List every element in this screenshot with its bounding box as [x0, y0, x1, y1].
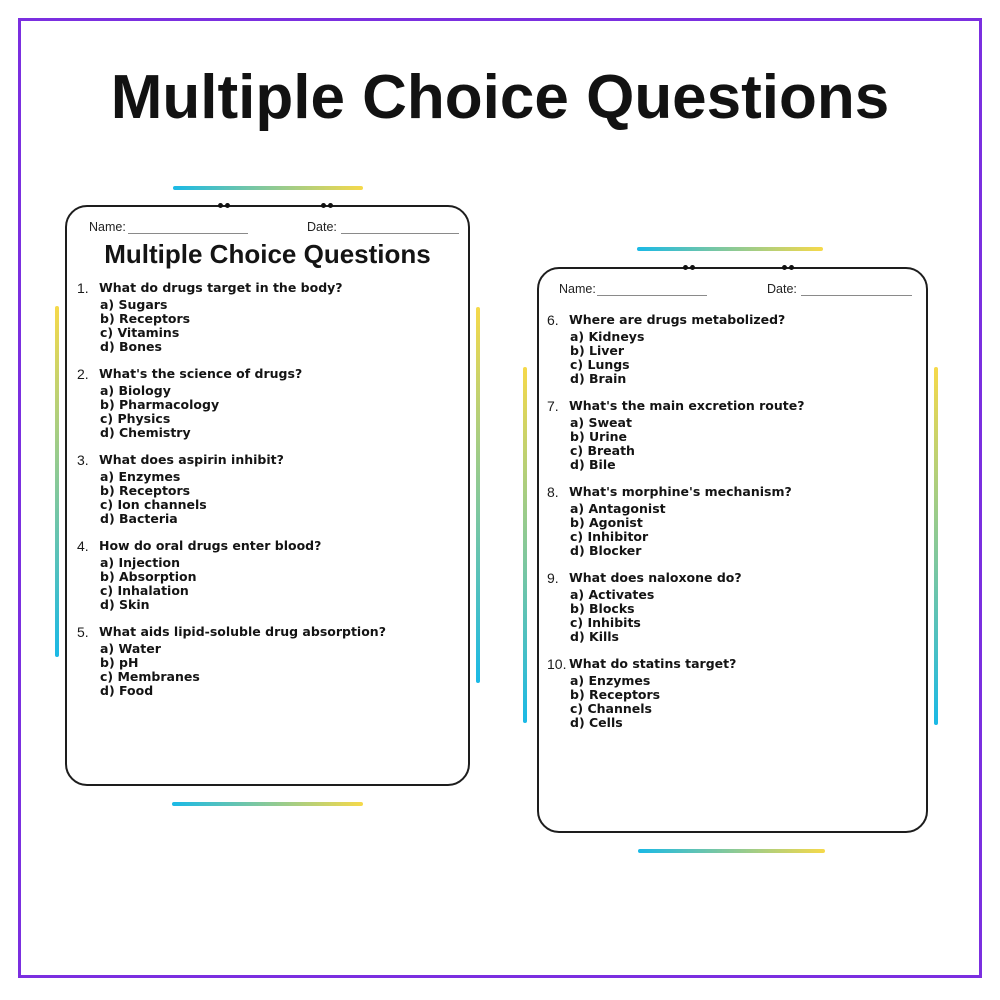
option-item: c) Inhibits	[570, 615, 641, 630]
option-item: c) Lungs	[570, 357, 630, 372]
question-block	[547, 312, 917, 386]
binder-dots-icon	[321, 203, 333, 208]
dot-icon	[225, 203, 230, 208]
question-text: What's the main excretion route?	[569, 398, 805, 413]
option-item: b) Receptors	[100, 311, 191, 326]
gradient-line-top-right-sheet	[637, 247, 823, 251]
option-item: c) Physics	[100, 411, 171, 426]
question-block	[77, 366, 457, 440]
gradient-line-left-of-left-sheet	[55, 306, 59, 657]
name-field-line[interactable]	[128, 220, 248, 234]
option-item: a) Biology	[100, 383, 171, 398]
question-number: 10.	[547, 656, 567, 672]
date-label: Date:	[307, 220, 337, 234]
name-label: Name:	[89, 220, 126, 234]
gradient-line-right-of-left-sheet	[476, 307, 480, 683]
question-line	[547, 312, 917, 328]
question-text: What do statins target?	[569, 656, 737, 671]
dot-icon	[782, 265, 787, 270]
question-block	[77, 538, 457, 612]
question-line	[547, 656, 917, 672]
option-item: c) Inhibitor	[570, 529, 649, 544]
gradient-line-top-left-sheet	[173, 186, 363, 190]
gradient-line-bottom-left-sheet	[172, 802, 363, 806]
question-line	[77, 624, 457, 640]
question-line	[547, 398, 917, 414]
worksheet-page-2	[537, 267, 928, 833]
option-item: c) Breath	[570, 443, 635, 458]
question-list	[547, 312, 917, 742]
binder-dots-icon	[782, 265, 794, 270]
worksheet-heading: Multiple Choice Questions	[104, 239, 431, 269]
question-block	[77, 624, 457, 698]
option-item: c) Channels	[570, 701, 652, 716]
question-number: 6.	[547, 312, 559, 328]
question-block	[547, 570, 917, 644]
question-line	[547, 570, 917, 586]
option-item: b) Agonist	[570, 515, 643, 530]
option-item: d) Chemistry	[100, 425, 191, 440]
dot-icon	[690, 265, 695, 270]
option-item: a) Activates	[570, 587, 655, 602]
name-label: Name:	[559, 282, 596, 296]
question-line	[77, 366, 457, 382]
option-item: c) Membranes	[100, 669, 200, 684]
option-item: a) Kidneys	[570, 329, 645, 344]
dot-icon	[321, 203, 326, 208]
option-item: d) Brain	[570, 371, 627, 386]
option-item: a) Sugars	[100, 297, 168, 312]
dot-icon	[328, 203, 333, 208]
question-number: 4.	[77, 538, 89, 554]
dot-icon	[218, 203, 223, 208]
question-line	[77, 452, 457, 468]
date-label: Date:	[767, 282, 797, 296]
worksheet-page-1	[65, 205, 470, 786]
question-line	[547, 484, 917, 500]
dot-icon	[683, 265, 688, 270]
name-field-line[interactable]	[597, 282, 707, 296]
option-item: a) Injection	[100, 555, 180, 570]
binder-dots-icon	[683, 265, 695, 270]
option-item: b) pH	[100, 655, 139, 670]
name-date-row	[539, 282, 926, 302]
question-list	[77, 280, 457, 710]
option-item: b) Liver	[570, 343, 625, 358]
option-item: d) Bacteria	[100, 511, 178, 526]
option-item: a) Enzymes	[570, 673, 651, 688]
option-item: d) Food	[100, 683, 154, 698]
question-number: 5.	[77, 624, 89, 640]
question-number: 3.	[77, 452, 89, 468]
question-text: Where are drugs metabolized?	[569, 312, 786, 327]
question-number: 8.	[547, 484, 559, 500]
page-title: Multiple Choice Questions	[110, 63, 890, 132]
question-text: What aids lipid-soluble drug absorption?	[99, 624, 386, 639]
question-text: What does aspirin inhibit?	[99, 452, 284, 467]
question-block	[547, 656, 917, 730]
question-block	[77, 280, 457, 354]
option-item: b) Receptors	[100, 483, 191, 498]
question-text: What does naloxone do?	[569, 570, 742, 585]
option-item: b) Urine	[570, 429, 627, 444]
dot-icon	[789, 265, 794, 270]
option-item: c) Vitamins	[100, 325, 180, 340]
option-item: c) Inhalation	[100, 583, 189, 598]
question-block	[547, 398, 917, 472]
question-block	[77, 452, 457, 526]
option-item: a) Antagonist	[570, 501, 666, 516]
option-item: c) Ion channels	[100, 497, 207, 512]
question-number: 1.	[77, 280, 89, 296]
option-item: d) Kills	[570, 629, 619, 644]
gradient-line-bottom-right-sheet	[638, 849, 825, 853]
question-text: What's the science of drugs?	[99, 366, 303, 381]
binder-dots-icon	[218, 203, 230, 208]
question-number: 2.	[77, 366, 89, 382]
gradient-line-left-of-right-sheet	[523, 367, 527, 723]
option-item: a) Sweat	[570, 415, 632, 430]
question-number: 9.	[547, 570, 559, 586]
name-date-row	[67, 220, 468, 240]
option-item: b) Blocks	[570, 601, 635, 616]
option-item: a) Enzymes	[100, 469, 181, 484]
option-item: d) Cells	[570, 715, 623, 730]
option-item: d) Bile	[570, 457, 616, 472]
question-line	[77, 538, 457, 554]
question-number: 7.	[547, 398, 559, 414]
option-item: d) Skin	[100, 597, 150, 612]
option-item: b) Absorption	[100, 569, 197, 584]
gradient-line-right-of-right-sheet	[934, 367, 938, 725]
date-field-line[interactable]	[341, 220, 459, 234]
option-item: d) Blocker	[570, 543, 642, 558]
option-item: d) Bones	[100, 339, 162, 354]
option-item: b) Pharmacology	[100, 397, 220, 412]
question-line	[77, 280, 457, 296]
question-text: What do drugs target in the body?	[99, 280, 343, 295]
question-text: What's morphine's mechanism?	[569, 484, 792, 499]
date-field-line[interactable]	[801, 282, 912, 296]
option-item: a) Water	[100, 641, 161, 656]
question-block	[547, 484, 917, 558]
question-text: How do oral drugs enter blood?	[99, 538, 322, 553]
option-item: b) Receptors	[570, 687, 661, 702]
